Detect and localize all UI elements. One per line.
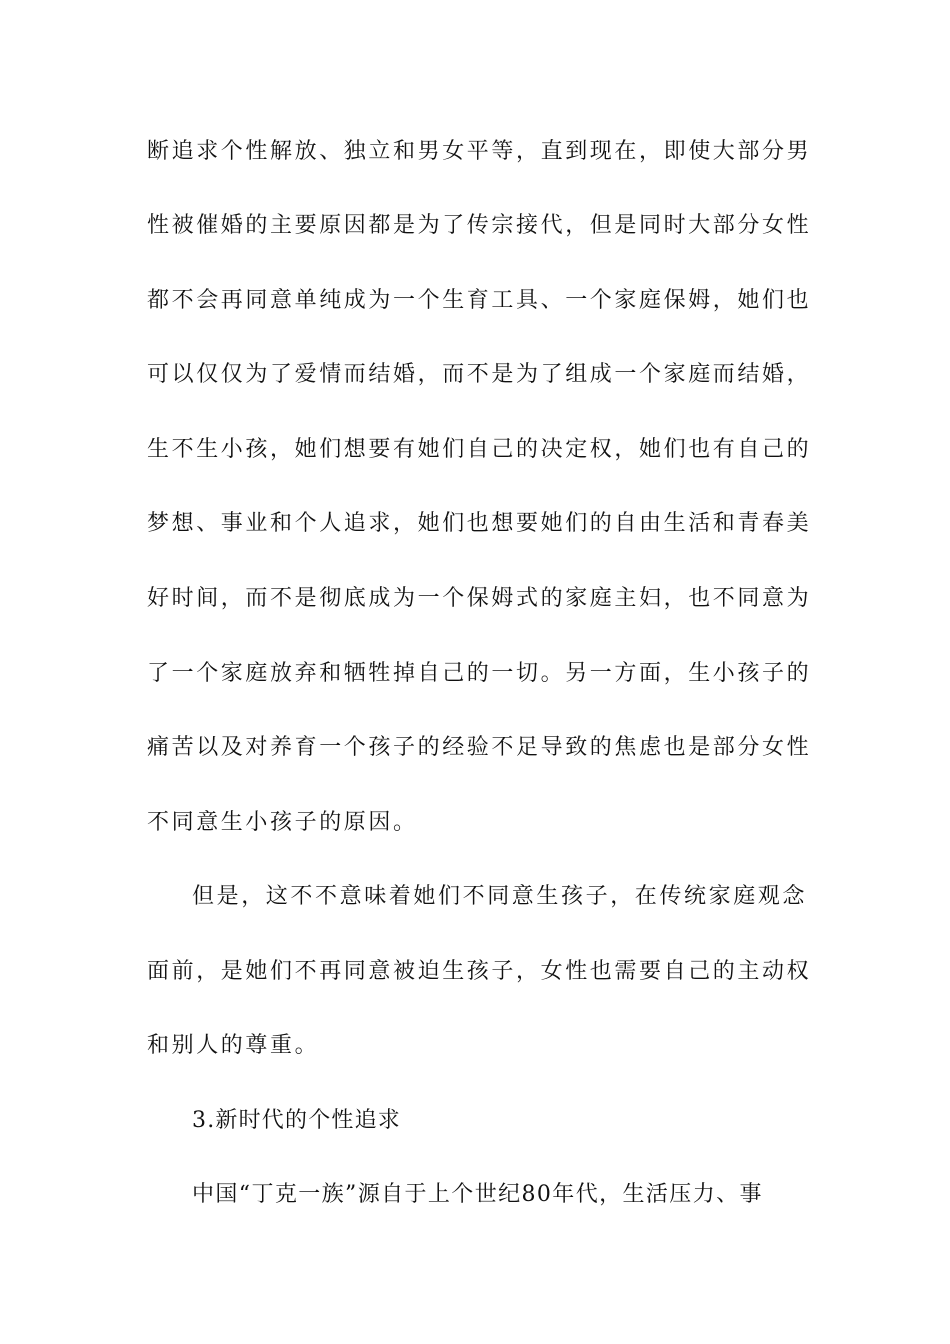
paragraph-line: 中国“丁克一族”源自于上个世纪80年代，生活压力、事 [192,1182,763,1207]
paragraph-line: 但是，这不不意味着她们不同意生孩子，在传统家庭观念 [192,884,808,909]
paragraph-line: 性被催婚的主要原因都是为了传宗接代，但是同时大部分女性 [147,213,812,238]
paragraph-line: 痛苦以及对养育一个孩子的经验不足导致的焦虑也是部分女性 [147,735,812,760]
paragraph-line: 可以仅仅为了爱情而结婚，而不是为了组成一个家庭而结婚， [147,362,812,387]
paragraph-line: 不同意生小孩子的原因。 [147,810,418,835]
section-heading: 3.新时代的个性追求 [192,1108,401,1133]
paragraph-line: 生不生小孩，她们想要有她们自己的决定权，她们也有自己的 [147,437,812,462]
paragraph-line: 都不会再同意单纯成为一个生育工具、一个家庭保姆，她们也 [147,288,812,313]
paragraph-line: 面前，是她们不再同意被迫生孩子，女性也需要自己的主动权 [147,959,812,984]
paragraph-line: 和别人的尊重。 [147,1033,320,1058]
paragraph-line: 断追求个性解放、独立和男女平等，直到现在，即使大部分男 [147,139,812,164]
paragraph-line: 了一个家庭放弃和牺牲掉自己的一切。另一方面，生小孩子的 [147,661,812,686]
paragraph-line: 梦想、事业和个人追求，她们也想要她们的自由生活和青春美 [147,511,812,536]
paragraph-line: 好时间，而不是彻底成为一个保姆式的家庭主妇，也不同意为 [147,586,812,611]
